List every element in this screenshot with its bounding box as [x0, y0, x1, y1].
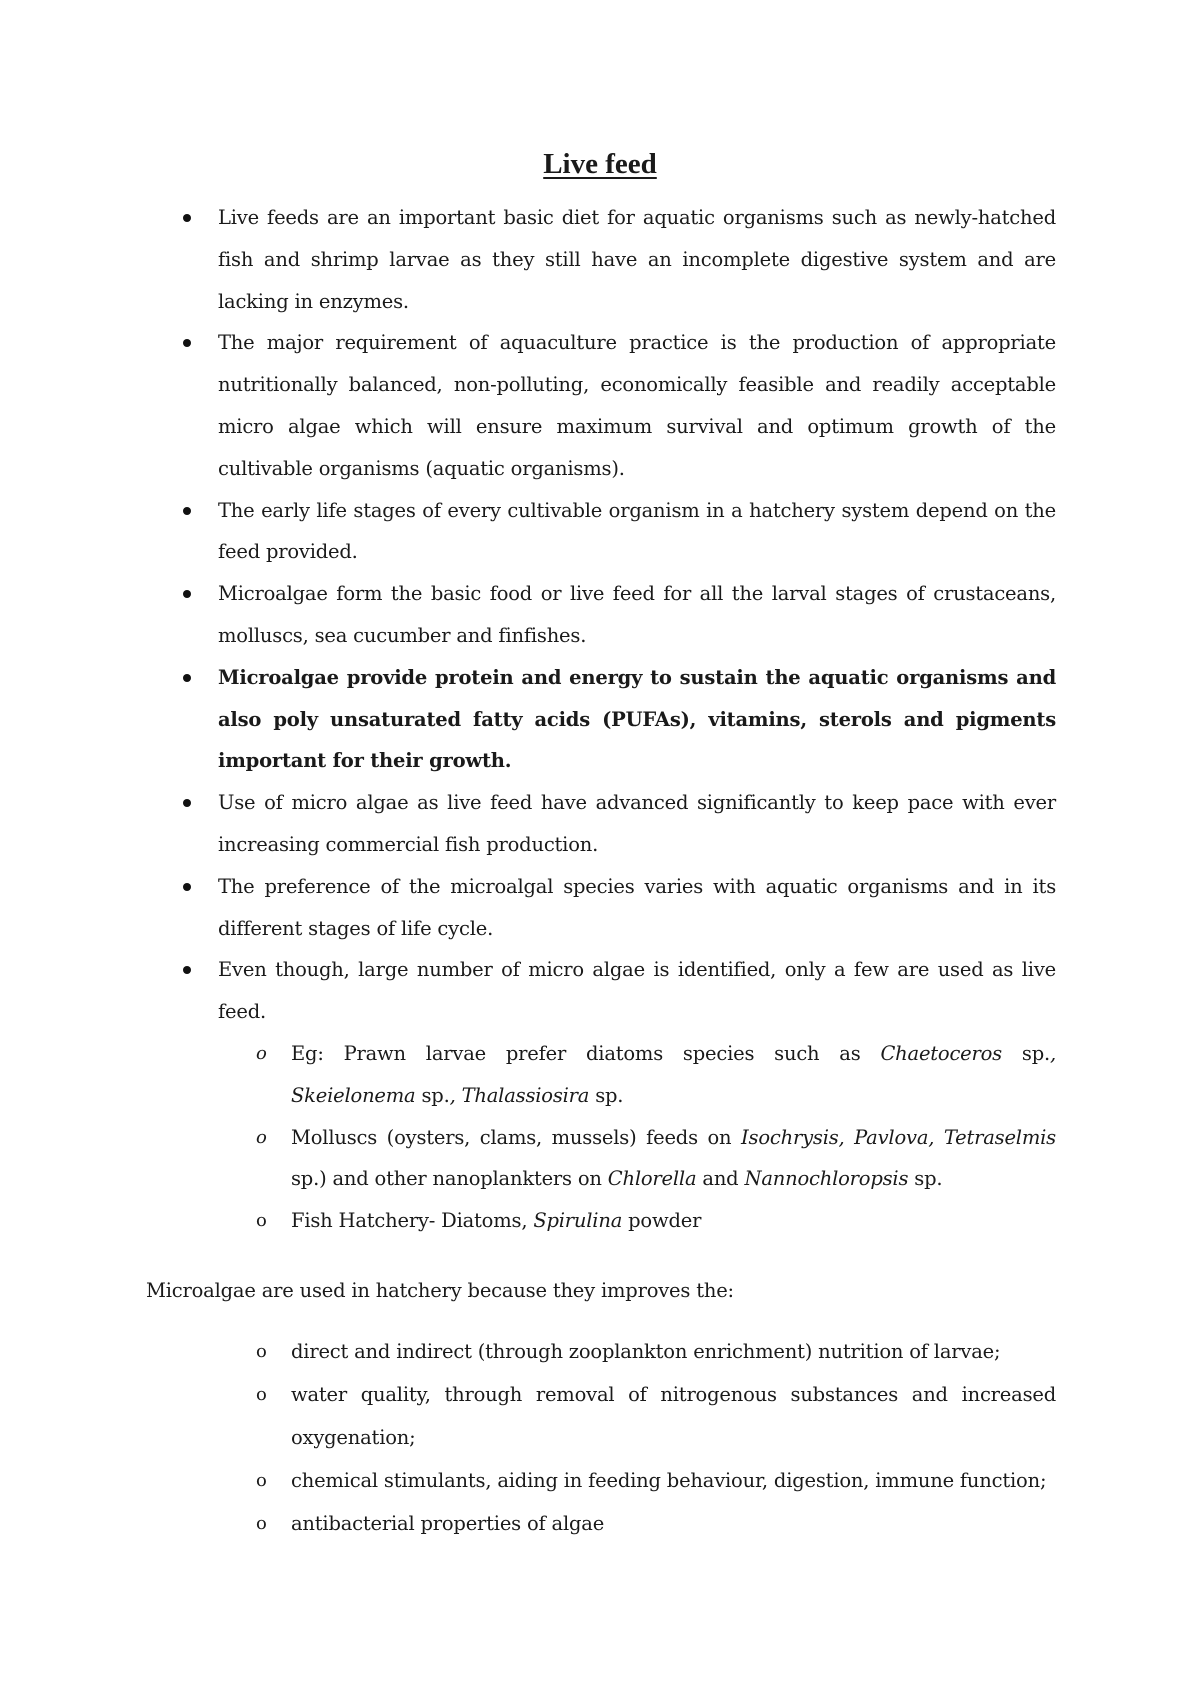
sub-bullet-icon: o	[256, 1513, 267, 1534]
list-item	[0, 490, 1056, 574]
example-text: sp.	[908, 1167, 943, 1191]
list-item-text-bold: Microalgae provide protein and energy to sustain the aquatic organisms and also poly unsaturated fatty acids (PUFAs), vitamins, sterols and pigments important for their growth.	[218, 665, 1056, 773]
benefit-text: water quality, through removal of nitrogenous substances and increased oxygenation;	[291, 1383, 1056, 1449]
list-item	[0, 573, 1056, 657]
species-name: Skeielonema	[291, 1083, 416, 1107]
benefit-item	[0, 1373, 1056, 1459]
example-separator: ,	[449, 1083, 462, 1107]
example-text: Eg: Prawn larvae prefer diatoms species such as	[291, 1041, 881, 1065]
bullet-icon	[183, 590, 191, 598]
list-item-text: The major requirement of aquaculture practice is the production of appropriate nutritionally balanced, non-polluting, economically feasible and readily acceptable micro algae which will ensure maximum survival and optimum growth of the cultivable organisms (aquatic organisms).	[218, 331, 1056, 480]
species-name: Thalassiosira	[461, 1083, 590, 1107]
species-name: Spirulina	[533, 1209, 623, 1233]
benefit-text: chemical stimulants, aiding in feeding behaviour, digestion, immune function;	[291, 1469, 1047, 1492]
example-text: Molluscs (oysters, clams, mussels) feeds on	[291, 1125, 742, 1149]
example-text: powder	[622, 1209, 702, 1233]
list-item-text: The early life stages of every cultivable organism in a hatchery system depend on the feed provided.	[218, 498, 1056, 564]
sub-bullet-icon: o	[256, 1126, 267, 1148]
list-item	[0, 949, 1056, 1242]
example-text: Fish Hatchery- Diatoms,	[291, 1209, 534, 1233]
benefit-item	[0, 1502, 1056, 1545]
list-item	[0, 657, 1056, 782]
example-text: sp.) and other nanoplankters on	[291, 1167, 608, 1191]
example-text: and	[696, 1167, 745, 1191]
list-item	[0, 197, 1056, 322]
example-separator: ,	[1050, 1041, 1056, 1065]
list-item	[0, 866, 1056, 950]
bullet-icon	[183, 507, 191, 515]
species-name: Nannochloropsis	[744, 1167, 909, 1191]
sub-bullet-icon: o	[256, 1341, 267, 1362]
bullet-icon	[183, 339, 191, 347]
example-list	[218, 1033, 1056, 1242]
example-text: sp.	[415, 1083, 450, 1107]
bullet-icon	[183, 674, 191, 682]
benefit-item	[0, 1459, 1056, 1502]
list-item-text: Microalgae form the basic food or live feed for all the larval stages of crustaceans, molluscs, sea cucumber and finfishes.	[218, 582, 1056, 647]
bullet-icon	[183, 966, 191, 974]
list-item-text: The preference of the microalgal species varies with aquatic organisms and in its different stages of life cycle.	[218, 874, 1056, 940]
sub-bullet-icon: o	[256, 1210, 267, 1232]
bullet-icon	[183, 214, 191, 222]
bullet-icon	[183, 799, 191, 807]
list-item-text: Use of micro algae as live feed have advanced significantly to keep pace with ever increasing commercial fish production.	[218, 791, 1056, 856]
list-item-text: Live feeds are an important basic diet for aquatic organisms such as newly-hatched fish and shrimp larvae as they still have an incomplete digestive system and are lacking in enzymes.	[218, 206, 1056, 313]
bullet-icon	[183, 883, 191, 891]
example-text: sp.	[589, 1083, 624, 1107]
bullet-list	[0, 197, 1200, 1242]
benefit-text: antibacterial properties of algae	[291, 1512, 605, 1535]
example-item	[218, 1033, 1056, 1117]
example-item	[218, 1117, 1056, 1201]
intro-paragraph: Microalgae are used in hatchery because they improves the:	[146, 1279, 734, 1302]
example-text: sp.	[1002, 1041, 1050, 1065]
benefits-list	[0, 1330, 1200, 1545]
list-item	[0, 322, 1056, 489]
sub-bullet-icon: o	[256, 1470, 267, 1491]
page-title: Live feed	[543, 148, 657, 180]
list-item	[0, 782, 1056, 866]
species-name: Chaetoceros	[880, 1041, 1002, 1065]
species-name: Isochrysis, Pavlova, Tetraselmis	[741, 1125, 1056, 1149]
species-name: Chlorella	[607, 1167, 697, 1191]
sub-bullet-icon: o	[256, 1042, 267, 1064]
benefit-item	[0, 1330, 1056, 1373]
example-item	[218, 1200, 1056, 1242]
benefit-text: direct and indirect (through zooplankton enrichment) nutrition of larvae;	[291, 1340, 1001, 1363]
sub-bullet-icon: o	[256, 1384, 267, 1405]
list-item-text: Even though, large number of micro algae is identified, only a few are used as live feed.	[218, 958, 1056, 1024]
